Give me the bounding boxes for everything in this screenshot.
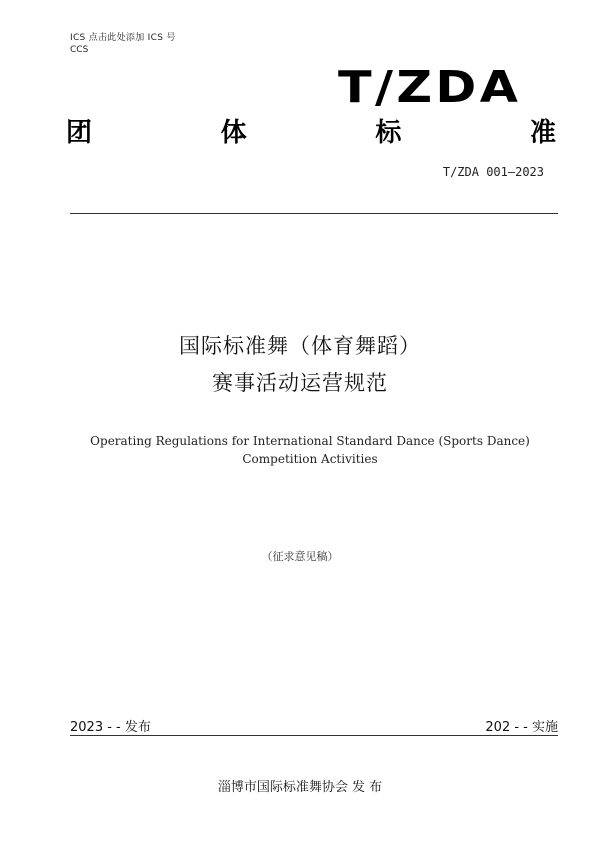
top-divider [70, 213, 558, 214]
standard-type-char: 体 [220, 118, 247, 148]
title-chinese-line-2: 赛事活动运营规范 [212, 371, 388, 395]
title-chinese-line-1: 国际标准舞（体育舞蹈） [179, 334, 421, 358]
title-english: Operating Regulations for International Standard Dance (Sports Dance) Competition Activities [90, 434, 530, 466]
standard-type-char: 团 [66, 118, 93, 148]
standard-number: T/ZDA 001—2023 [442, 165, 544, 179]
publisher-line: 淄博市国际标准舞协会 发 布 [217, 780, 383, 795]
implementation-date: 202 - - 实施 [485, 720, 558, 735]
ics-number-line: ICS 点击此处添加 ICS 号 [70, 33, 176, 43]
standard-type-char: 标 [375, 118, 402, 148]
ccs-number-line: CCS [70, 45, 89, 55]
issue-date: 2023 - - 发布 [70, 720, 151, 735]
standard-type-heading [66, 112, 556, 149]
draft-status: （征求意见稿） [261, 550, 339, 563]
standard-code-mark: T/ZDA [338, 62, 522, 113]
standard-type-char: 准 [529, 118, 556, 148]
bottom-divider [70, 735, 558, 736]
